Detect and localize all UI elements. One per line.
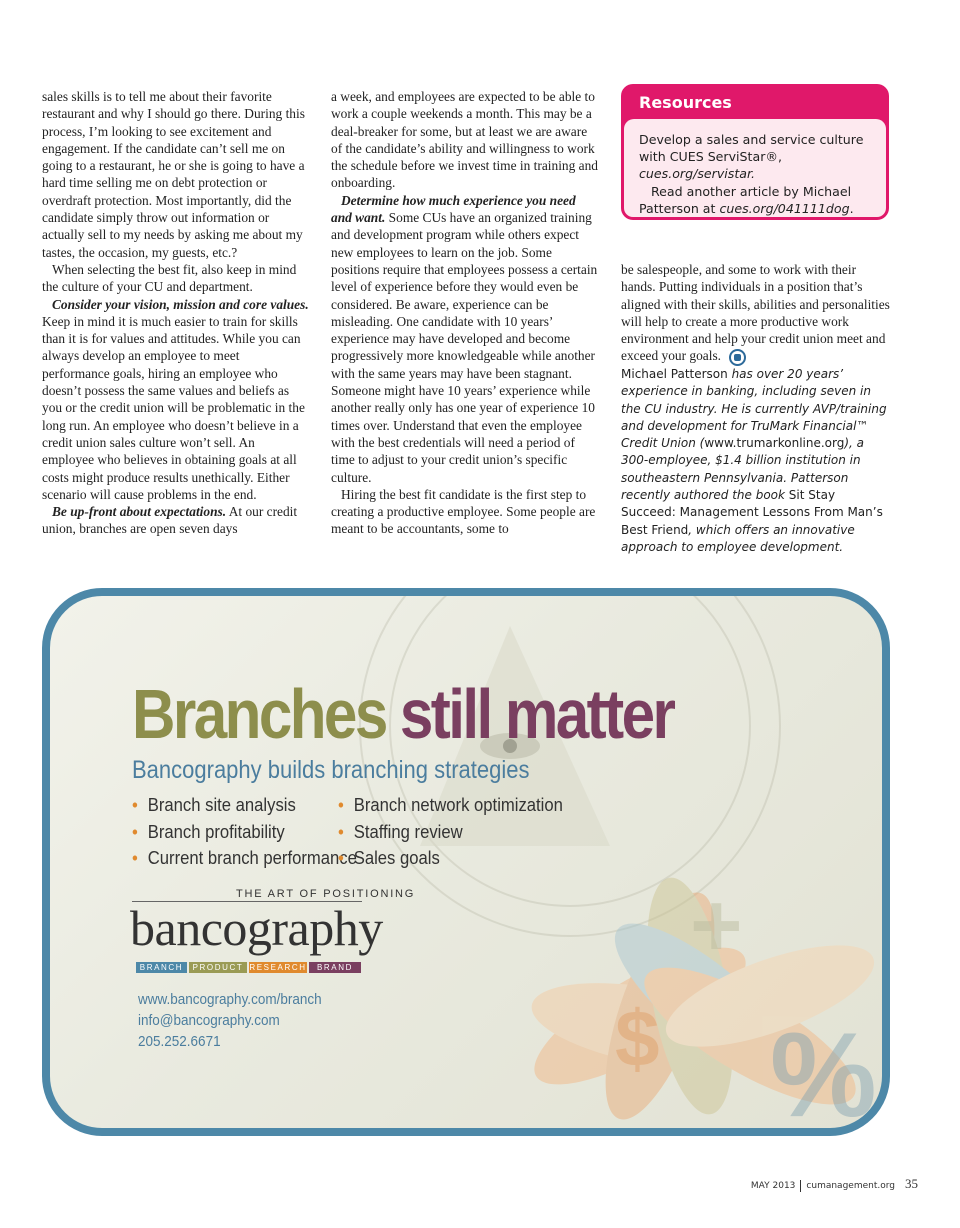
resources-link[interactable]: cues.org/041111dog xyxy=(719,200,850,216)
ad-headline-part-1: Branches xyxy=(132,675,386,753)
paragraph-body: be salespeople, and some to work with their hands. Putting individuals in a position that’s aligned with their skills, abilities and personalities will help to create a more productive work environment and help your credit union meet and exceed your goals. xyxy=(621,262,890,364)
svg-text:%: % xyxy=(770,1008,877,1128)
ad-service-list-left xyxy=(132,792,357,872)
resources-text: Develop a sales and service culture with CUES ServiStar®, xyxy=(639,132,864,165)
list-item: • Branch network optimization xyxy=(338,792,563,819)
bancography-logo: bancography xyxy=(130,900,383,956)
paragraph xyxy=(42,503,310,538)
ad-contact xyxy=(138,989,322,1052)
resources-text: Read another article by Michael Patterson at xyxy=(639,183,852,216)
ad-phone: 205.252.6671 xyxy=(138,1033,221,1050)
resources-text: . xyxy=(849,200,854,216)
list-item: • Staffing review xyxy=(338,819,563,846)
logo-bar: BRANCH xyxy=(136,962,187,973)
bio-text: ), a 300-employee, $1.4 billion institution in southeastern Pennsylvania. Patterson recently authored the book xyxy=(621,436,865,502)
list-item: • Branch profitability xyxy=(132,819,357,846)
paragraph xyxy=(621,261,893,366)
resources-content xyxy=(624,119,886,220)
list-item: • Current branch performance xyxy=(132,845,357,872)
divider xyxy=(800,1180,801,1192)
end-mark-icon xyxy=(729,349,746,366)
logo-bar: PRODUCT xyxy=(189,962,247,973)
author-bio xyxy=(621,366,893,556)
ad-headline xyxy=(132,674,673,754)
page-footer xyxy=(751,1176,918,1192)
book-title: Sit Stay Succeed: Management Lessons From Man’s Best Friend xyxy=(621,487,883,537)
logo-bar: RESEARCH xyxy=(249,963,307,972)
resources-item xyxy=(639,131,876,183)
article-column-2 xyxy=(331,88,599,538)
bio-link[interactable]: www.trumarkonline.org xyxy=(704,436,845,451)
paragraph-lead: Be up-front about expectations. xyxy=(52,504,227,520)
bio-text: , which offers an innovative approach to employee development. xyxy=(621,522,855,554)
paragraph: a week, and employees are expected to be able to work a couple weekends a month. This may be a deal-breaker for some, but at least we are aware of the candidate’s ability and willingness to work the schedule before we invest time in training and onboarding. xyxy=(331,89,598,191)
paragraph xyxy=(42,296,310,504)
paragraph xyxy=(331,192,599,486)
logo-category-bars xyxy=(136,962,363,973)
article-column-1 xyxy=(42,88,310,538)
page-number: 35 xyxy=(905,1176,918,1191)
ad-subheadline: Bancography builds branching strategies xyxy=(132,756,530,784)
bio-text: has over 20 years’ experience in banking, including seven in the CU industry. He is currently AVP/training and development for TruMark Financial™ Credit Union ( xyxy=(621,366,887,451)
paragraph: When selecting the best fit, also keep in mind the culture of your CU and department. xyxy=(42,261,297,295)
paragraph: Hiring the best fit candidate is the first step to creating a productive employee. Some people are meant to be accountants, some to xyxy=(331,486,596,537)
paragraph-body: At our credit union, branches are open seven days xyxy=(42,504,298,537)
logo-tagline: THE ART OF POSITIONING xyxy=(236,888,416,900)
paragraph-lead: Determine how much experience you need and want. xyxy=(331,192,576,226)
paragraph-lead: Consider your vision, mission and core values. xyxy=(52,296,309,312)
author-name: Michael Patterson xyxy=(621,366,728,381)
ad-headline-part-2: still matter xyxy=(399,675,674,753)
issue-date: MAY 2013 xyxy=(750,1181,796,1191)
list-item: • Branch site analysis xyxy=(132,792,357,819)
advertisement[interactable] xyxy=(42,588,890,1136)
resources-item xyxy=(639,183,876,217)
paragraph-body: Some CUs have an organized training and development program while others expect new employees to learn on the job. Some positions require that employees possess a certain level of experience before they would even be considered. Be aware, experience can be misleading. One candidate with 10 years’ experience may have developed and become progressively more knowledgeable while another with the same years may have been stagnant. Someone might have 10 years’ experience while another really only has one year of experience 10 times over. Understand that even the employee with the best credentials will need a period of time to adjust to your credit union’s specific culture. xyxy=(331,210,598,485)
svg-text:$: $ xyxy=(615,994,660,1083)
logo-bar: BRAND xyxy=(309,962,361,973)
article-column-3 xyxy=(621,261,893,556)
footer-site[interactable]: cumanagement.org xyxy=(806,1181,895,1191)
ad-website-link[interactable]: www.bancography.com/branch xyxy=(138,991,322,1008)
paragraph: sales skills is to tell me about their favorite restaurant and why I should go there. During this process, I’m looking to see excitement and engagement. If the candidate can’t sell me on going to a restaurant, he or she is going to have a hard time selling me on debt protection or overdraft protection. Most importantly, did the candidate simply throw out information or actually sell to my needs by asking me about my tastes, the occasion, my guests, etc.? xyxy=(42,89,305,260)
ad-email-link[interactable]: info@bancography.com xyxy=(138,1012,280,1029)
resources-title: Resources xyxy=(639,93,732,112)
resources-link[interactable]: cues.org/servistar. xyxy=(639,166,756,182)
resources-box xyxy=(621,84,889,220)
list-item: • Sales goals xyxy=(338,845,563,872)
ad-service-list-right xyxy=(338,792,563,872)
paragraph-body: Keep in mind it is much easier to train for skills than it is for values and attitudes. While you can always develop an employee to meet performance goals, hiring an employee who doesn’t possess the same values and beliefs as you or the credit union will be problematic in the long run. An employee who doesn’t believe in a credit union sales culture won’t sell. An employee who believes in obtaining goals at all costs might produce results unethically. Either scenario will cause problems in the end. xyxy=(42,313,305,502)
svg-text:+: + xyxy=(690,876,743,976)
